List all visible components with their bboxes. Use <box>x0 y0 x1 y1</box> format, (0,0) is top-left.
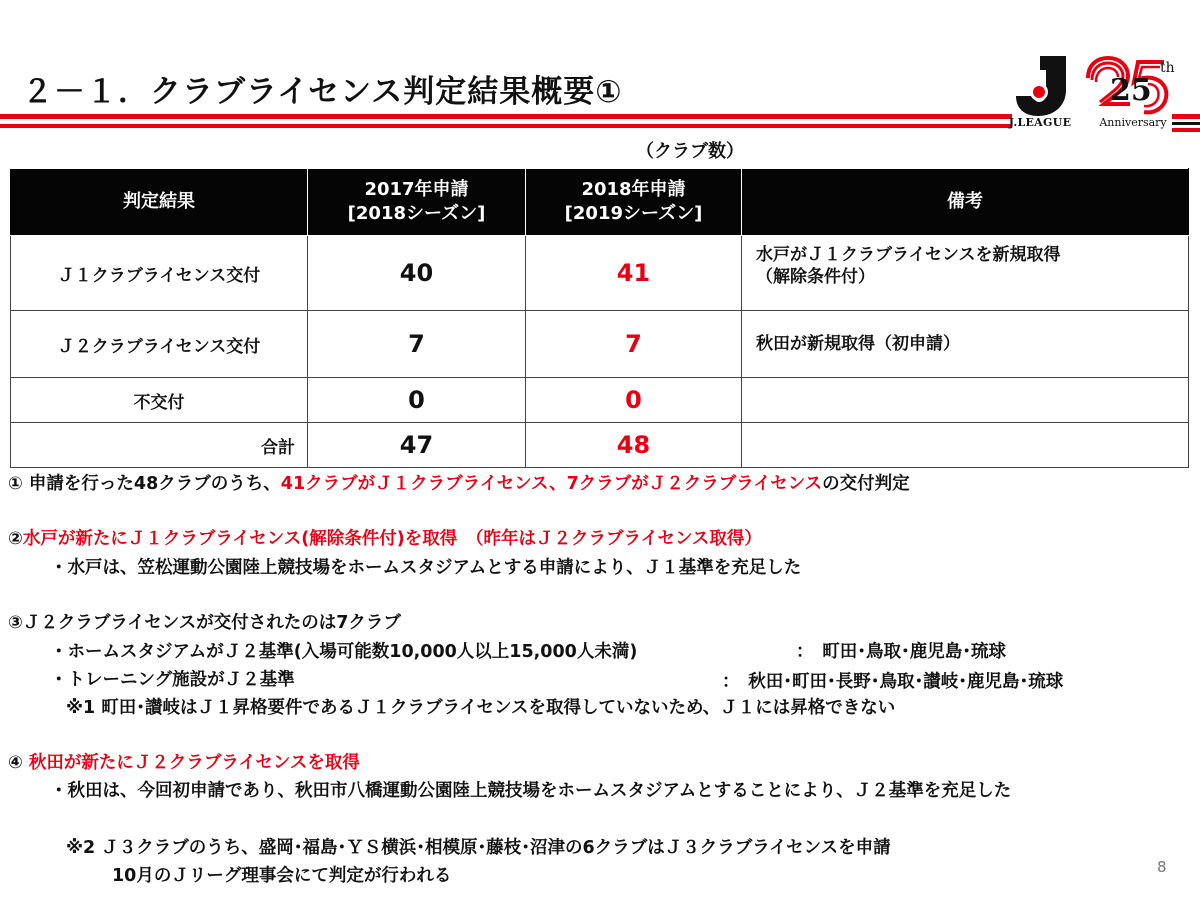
note-5-line2: 10月のＪリーグ理事会にて判定が行われる <box>112 866 452 886</box>
value-2018: 7 <box>526 311 742 378</box>
note-2-highlight: 水戸が新たにＪ１クラブライセンス(解除条件付)を取得 （昨年はＪ２クラブライセンス取得） <box>22 529 762 549</box>
value-2018: 48 <box>526 423 742 468</box>
row-label: Ｊ１クラブライセンス交付 <box>11 236 308 311</box>
note-4-sub: ・秋田は、今回初申請であり、秋田市八橋運動公園陸上競技場をホームスタジアムとすることにより、Ｊ２基準を充足した <box>50 781 1012 801</box>
row-label: Ｊ２クラブライセンス交付 <box>11 311 308 378</box>
note-2-marker: ② <box>8 529 23 549</box>
header-2017-line2: [2018シーズン] <box>347 203 486 224</box>
row-note-line2: （解除条件付） <box>756 267 875 288</box>
note-3-head: ③Ｊ２クラブライセンスが交付されたのは7クラブ <box>8 613 401 633</box>
header-2018-line2: [2019シーズン] <box>564 203 703 224</box>
table-row <box>11 311 1189 378</box>
jleague-logo <box>1012 56 1068 120</box>
row-note <box>742 378 1189 423</box>
note-3-sub1-left: ・ホームスタジアムがＪ２基準(入場可能数10,000人以上15,000人未満) <box>50 642 638 662</box>
anniversary-suffix: th <box>1160 60 1175 76</box>
table-row <box>11 423 1189 468</box>
note-1 <box>8 470 910 495</box>
value-2017: 7 <box>308 311 526 378</box>
slide-title: ２－１．クラブライセンス判定結果概要① <box>22 74 623 110</box>
value-2017: 40 <box>308 236 526 311</box>
note-1-part1: ① 申請を行った48クラブのうち、 <box>8 474 281 494</box>
license-result-table <box>10 168 1189 468</box>
note-5-line1: ※2 Ｊ３クラブのうち、盛岡･福島･ＹＳ横浜･相模原･藤枝･沼津の6クラブはＪ３クラブライセンスを申請 <box>66 838 891 858</box>
anniversary-logo-text: Anniversary <box>1099 116 1167 129</box>
row-label: 不交付 <box>11 378 308 423</box>
anniversary-number: 25 <box>1110 73 1152 108</box>
value-2018: 41 <box>526 236 742 311</box>
note-1-part3: の交付判定 <box>822 474 910 494</box>
note-3-sub2-right: ： 秋田･町田･長野･鳥取･讃岐･鹿児島･琉球 <box>722 672 1064 692</box>
value-2018: 0 <box>526 378 742 423</box>
note-4-marker: ④ <box>8 753 29 773</box>
note-3-remark: ※1 町田･讃岐はＪ１昇格要件であるＪ１クラブライセンスを取得していないため、Ｊ１には昇格できない <box>66 698 896 718</box>
row-note-line1: 水戸がＪ１クラブライセンスを新規取得 <box>756 245 1061 265</box>
note-1-highlight: 41クラブがＪ１クラブライセンス、7クラブがＪ２クラブライセンス <box>280 474 823 494</box>
header-rule <box>0 114 1012 119</box>
note-4 <box>8 749 360 774</box>
header-2017-line1: 2017年申請 <box>364 178 469 200</box>
row-label: 合計 <box>11 423 308 468</box>
row-note <box>742 236 1189 311</box>
table-row <box>11 378 1189 423</box>
row-note: 秋田が新規取得（初申請） <box>742 311 1189 378</box>
table-row <box>11 236 1189 311</box>
header-2018 <box>526 169 742 236</box>
header-result: 判定結果 <box>11 169 308 236</box>
page-number: 8 <box>1157 858 1167 876</box>
value-2017: 47 <box>308 423 526 468</box>
note-3-sub1-right: ： 町田･鳥取･鹿児島･琉球 <box>796 642 1006 662</box>
unit-note: （クラブ数） <box>636 141 744 162</box>
header-2018-line1: 2018年申請 <box>581 178 686 200</box>
header-rule <box>0 124 1012 128</box>
anniversary-logo <box>1082 56 1182 122</box>
header-2017 <box>308 169 526 236</box>
note-3-sub2-left: ・トレーニング施設がＪ２基準 <box>50 670 295 690</box>
row-note <box>742 423 1189 468</box>
note-2-sub: ・水戸は、笠松運動公園陸上競技場をホームスタジアムとする申請により、Ｊ１基準を充足した <box>50 558 802 578</box>
note-4-highlight: 秋田が新たにＪ２クラブライセンスを取得 <box>28 753 360 773</box>
jleague-logo-text: J.LEAGUE <box>1008 116 1072 129</box>
value-2017: 0 <box>308 378 526 423</box>
header-remarks: 備考 <box>742 169 1189 236</box>
note-2 <box>8 525 762 550</box>
